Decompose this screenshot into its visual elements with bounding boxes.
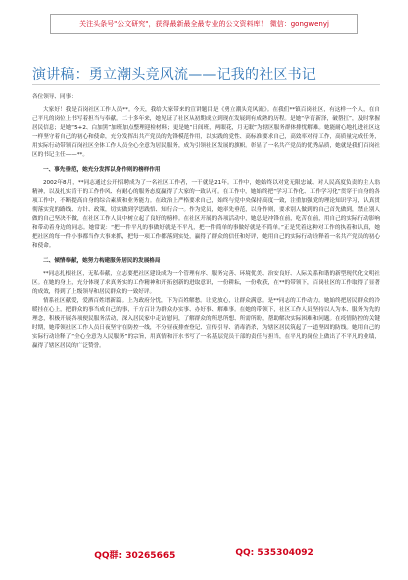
title-divider bbox=[32, 84, 380, 85]
document-title: 演讲稿：勇立潮头竞风流——记我的社区书记 bbox=[32, 67, 316, 83]
salutation: 各位领导、同事： bbox=[32, 94, 77, 100]
section-heading: 二、倾情奉献，她努力构建服务居民的发展格局 bbox=[43, 258, 161, 264]
footer-contact bbox=[0, 548, 408, 561]
qq-text: QQ: 535304092 bbox=[235, 548, 314, 558]
qq-group-text: QQ群: 30265665 bbox=[94, 551, 176, 561]
body-paragraph: **同志扎根社区，无私奉献，立志要把社区建设成为一个管理有序、服务完善、环境优美、治安良好、人际关系和谐的新型现代化文明社区。在她的身上，充分体现了求真务实的工作精神和开拓创新的进取意识，一份耕耘，一份收获，在**的带领下，百岗社区的工作取得了显著的成效，得到了上级领导和居民群众的一致好评。 bbox=[32, 271, 380, 295]
header-banner: 关注头条号"公文研究"，获得最新最全最专业的公文资料库！ 微信：gongwenyj bbox=[50, 14, 358, 34]
body-paragraph: 2002年8月，**同志通过公开招聘成为了一名社区工作者，一干就是21年。工作中，她始终以对党无限忠诚、对人民高度负责的主人翁精神，以及扎实肯干的工作作风、有耐心的服务态度赢得了大家的一致认可。在工作中，她始终把“学习工作化、工作学习化”贯穿于自身的各项工作中，不断提高自身的综合素质和业务能力。在政治上严格要求自己，始终与党中央保持高度一致，注重加强党的理论知识学习，认真贯彻落实党的路线、方针、政策，切实做到学思践悟、知行合一。作为党员，她率先垂范，以身作则，要求别人做到的自己首先做到，禁止别人做的自己坚决不做，在社区工作人员中树立起了良好的榜样。在社区开展的各项活动中，她总是冲锋在前，吃苦在前，用自己的实际行动影响和带动着身边的同志。她常说：“把一件平凡的事做好就是不平凡，把一件简单的事做好就是不简单。”正是凭着这种对工作的执着和认真，她把社区的每一件小事都当作大事来抓，把每一项工作都落到实处，赢得了群众的信任和好评，她用自己的实际行动诠释着一名共产党员的初心和使命。 bbox=[32, 180, 380, 249]
section-heading: 一、事先垂范，她充分发挥以身作则的榜样作用 bbox=[43, 167, 161, 173]
document-body bbox=[32, 93, 380, 351]
body-paragraph: 大家好！我是百岗社区工作人员**。今天，我给大家带来的宣讲题目是《勇立潮头竞风流》。在我们**镇百岗社区，有这样一个人，在自己平凡的岗位上书写着担当与奉献。二十多年来，她见证了社区从初期成立到现在发展到有成熟的历程。是她“孕育新泽，破帮扛”，及时掌握居民信息；是她“5+2、白加黑”加班加点整理迎检材料；更是她“日间班，两眼花，月无眠”为辖区服务群体排忧解难。她能耐心地扎进社区这一样坚守着自己的初心和使命，充分发挥出共产党员的先锋模范作用，以实践的党性、高标准要求自己，高效率对待工作，高质量完成任务，用实际行动带领百岗社区全体工作人员全心全意为居民服务，成为引领社区发展的旗帜。彰显了一名共产党员的优秀品质，她就是我们百岗社区的书记主任——**。 bbox=[32, 107, 380, 158]
body-paragraph: 情系社区献爱，爱洒百姓谱新篇。上为政府分忧，下为百姓解愁。让党放心，让群众满意。是**同志的工作动力。她始终把居民群众的冷暖挂在心上，把群众的事当成自己的事，千方百计为群众办实事、办好事、解难事。在她的带领下，社区工作人员坚持以人为本、服务为先的理念，积极开展各项便民服务活动，深入居民家中走访慰问，了解群众的所思所想、所需所盼，帮助解决实际困难和问题。在疫情防控的关键时期，她带领社区工作人员日夜坚守在防控一线，不分昼夜排查登记、宣传引导、消毒消杀，为辖区居民筑起了一道坚固的防线。她用自己的实际行动诠释了“全心全意为人民服务”的宗旨，用真情和汗水书写了一名基层党员干部的责任与担当，在平凡的岗位上做出了不平凡的业绩，赢得了辖区居民的广泛赞誉。 bbox=[32, 298, 380, 349]
